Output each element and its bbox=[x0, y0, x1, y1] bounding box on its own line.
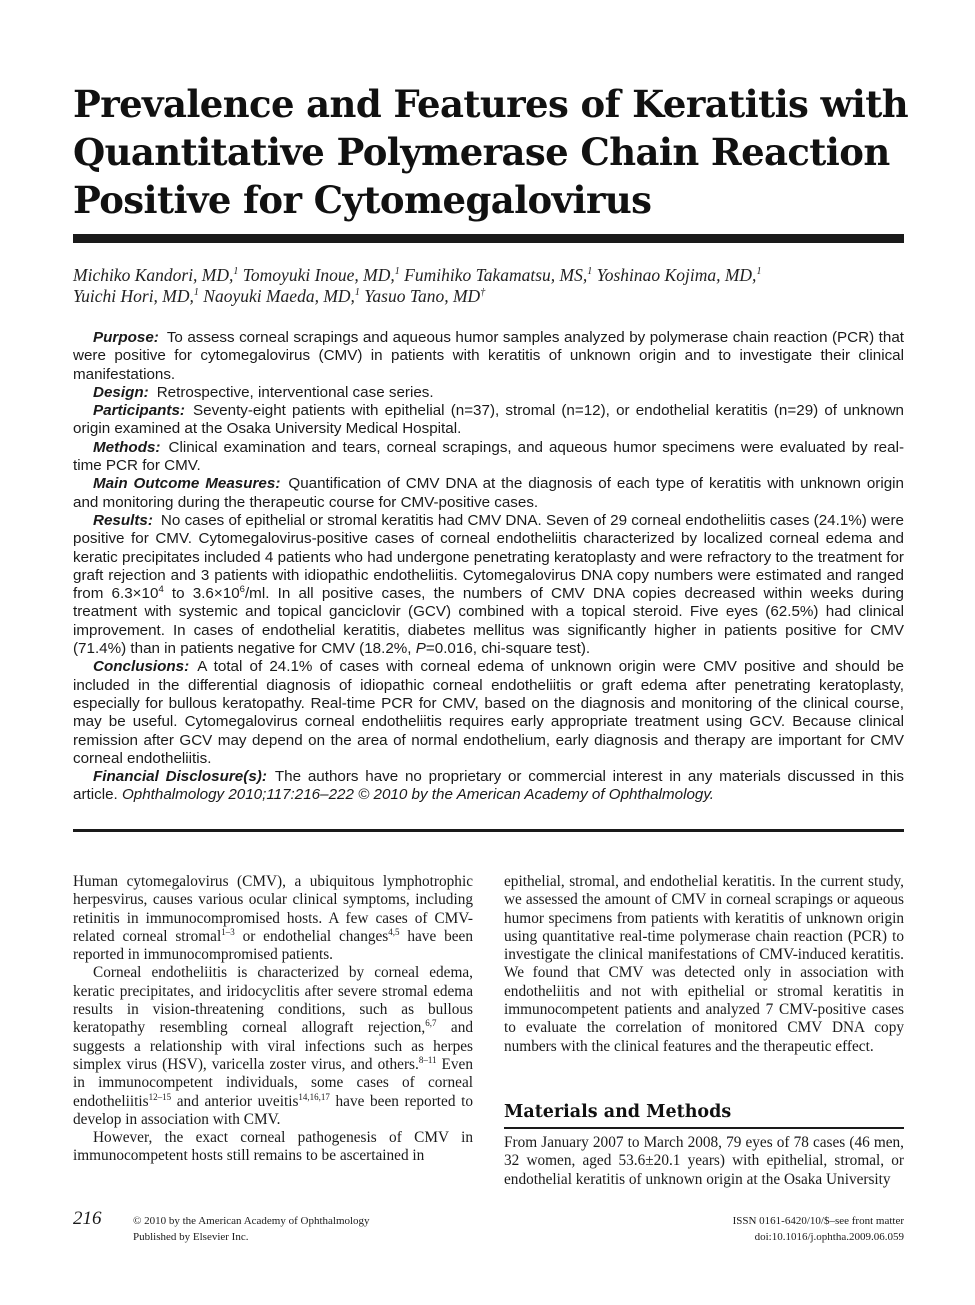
body-text: and anterior uveitis bbox=[171, 1092, 299, 1110]
title-divider bbox=[73, 234, 904, 243]
abstract-text: A total of 24.1% of cases with corneal edema of unknown origin were CMV positive and should be included in the differential diagnosis of idiopathic corneal endotheliitis or graft edema after penetrating keratoplasty, especially for bullous keratopathy. Real-time PCR for CMV, based on the diagnosis and monitoring of the clinical course, may be useful. Cytomegalovirus corneal endotheliitis requires early appropriate treatment using GCV. Because clinical remission after GCV may depend on the area of normal endothelium, early diagnosis and therapy are important for CMV corneal endotheliitis. bbox=[73, 658, 904, 767]
affiliation-mark: 1 bbox=[193, 287, 199, 299]
page-number: 216 bbox=[73, 1208, 102, 1229]
body-text: or endothelial changes bbox=[234, 927, 389, 945]
author-name: Yoshinao Kojima, MD, bbox=[596, 265, 757, 285]
copyright-line: © 2010 by the American Academy of Ophthalmology bbox=[133, 1215, 370, 1227]
abstract-label: Participants: bbox=[93, 402, 185, 420]
abstract-purpose bbox=[73, 329, 904, 384]
issn-line: ISSN 0161-6420/10/$–see front matter bbox=[732, 1215, 904, 1227]
abstract bbox=[73, 329, 904, 805]
abstract-label: Design: bbox=[93, 383, 149, 401]
footer-identifiers bbox=[733, 1213, 904, 1245]
article-title: Prevalence and Features of Keratitis with Quantitative Polymerase Chain Reaction Positive for Cytomegalovirus bbox=[73, 82, 909, 222]
body-text: and suggests a relationship with viral infections such as herpes simplex virus (HSV), varicella zoster virus, and others. bbox=[73, 1019, 473, 1073]
author-name: Naoyuki Maeda, MD, bbox=[203, 286, 355, 306]
body-text: Corneal endotheliitis is characterized by corneal edema, keratic precipitates, and iridocyclitis after severe stromal edema results in vision-threatening conditions, such as bullous keratopathy resembling corneal allograft rejection, bbox=[73, 964, 473, 1037]
body-paragraph bbox=[73, 873, 473, 964]
affiliation-mark: 1 bbox=[587, 266, 593, 278]
abstract-label: Main Outcome Measures: bbox=[93, 475, 281, 493]
body-column-right bbox=[504, 873, 904, 1056]
abstract-disclosure bbox=[73, 768, 904, 805]
body-text: have been reported in immunocompromised patients. bbox=[73, 927, 473, 964]
author-name: Tomoyuki Inoue, MD, bbox=[242, 265, 395, 285]
author-name: Yuichi Hori, MD, bbox=[73, 286, 194, 306]
abstract-label: Results: bbox=[93, 511, 153, 529]
abstract-label: Financial Disclosure(s): bbox=[93, 768, 267, 786]
affiliation-mark: 1 bbox=[233, 266, 239, 278]
journal-citation: Ophthalmology 2010;117:216–222 © 2010 by the American Academy of Ophthalmology. bbox=[121, 786, 715, 804]
abstract-text: =0.016, chi-square test). bbox=[425, 640, 591, 658]
abstract-text: Quantification of CMV DNA at the diagnosis of each type of keratitis with unknown origin and monitoring during the therapeutic course for CMV-positive cases. bbox=[73, 475, 904, 511]
citation-ref[interactable]: 12–15 bbox=[148, 1091, 172, 1102]
abstract-label: Methods: bbox=[93, 438, 161, 456]
body-paragraph: However, the exact corneal pathogenesis of CMV in immunocompetent hosts still remains to be ascertained in bbox=[73, 1129, 473, 1165]
abstract-participants bbox=[73, 402, 904, 439]
author-name: Yasuo Tano, MD bbox=[364, 286, 481, 306]
abstract-text: To assess corneal scrapings and aqueous humor samples analyzed by polymerase chain reaction (PCR) that were positive for cytomegalovirus (CMV) in patients with keratitis of unknown origin and to investigate their clinical manifestations. bbox=[73, 329, 904, 383]
body-paragraph: epithelial, stromal, and endothelial keratitis. In the current study, we assessed the amount of CMV in corneal scrapings or aqueous humor specimens from patients with keratitis of unknown origin using quantitative real-time polymerase chain reaction (PCR) to investigate the clinical manifestations of CMV-induced keratitis. We found that CMV was detected only in association with endotheliitis and not with epithelial or stromal keratitis in immunocompetent patients and analyzed 7 CMV-positive cases to evaluate the correlation of monitored CMV DNA copy numbers with the clinical features and the therapeutic effect. bbox=[504, 873, 904, 1055]
abstract-text: /ml. In all positive cases, the numbers of CMV DNA copies decreased within weeks during treatment with systemic and topical ganciclovir (GCV) combined with a topical steroid. Five eyes (62.5%) had clinical improvement. In cases of endothelial keratitis, diabetes mellitus was significantly higher in patients positive for CMV (71.4%) than in patients negative for CMV (18.2%, bbox=[73, 585, 904, 658]
body-paragraph: From January 2007 to March 2008, 79 eyes of 78 cases (46 men, 32 women, aged 53.6±20.1 years) with epithelial, stromal, or endothelial keratitis of unknown origin at the Osaka University bbox=[504, 1134, 904, 1188]
citation-ref[interactable]: 4,5 bbox=[388, 926, 400, 937]
affiliation-mark: † bbox=[480, 287, 486, 299]
abstract-text: Clinical examination and tears, corneal scrapings, and aqueous humor specimens were evaluated by real-time PCR for CMV. bbox=[73, 438, 904, 475]
abstract-design bbox=[73, 384, 904, 402]
abstract-text: Retrospective, interventional case series. bbox=[156, 383, 434, 401]
affiliation-mark: 1 bbox=[354, 287, 360, 299]
abstract-main-outcome bbox=[73, 475, 904, 512]
abstract-label: Conclusions: bbox=[93, 658, 190, 676]
affiliation-mark: 1 bbox=[756, 266, 762, 278]
citation-ref[interactable]: 1–3 bbox=[221, 926, 235, 937]
body-column-left bbox=[73, 873, 473, 1166]
abstract-conclusions bbox=[73, 658, 904, 768]
doi-line: doi:10.1016/j.ophtha.2009.06.059 bbox=[754, 1231, 904, 1243]
abstract-results bbox=[73, 512, 904, 658]
section-heading: Materials and Methods bbox=[504, 1102, 732, 1122]
abstract-label: Purpose: bbox=[93, 329, 159, 346]
publisher-line: Published by Elsevier Inc. bbox=[133, 1231, 249, 1243]
body-text: Even in immunocompetent individuals, some cases of corneal endotheliitis bbox=[73, 1055, 473, 1110]
abstract-text: Seventy-eight patients with epithelial (n=37), stromal (n=12), or endothelial keratitis (n=29) of unknown origin examined at the Osaka University Medical Hospital. bbox=[73, 402, 904, 438]
body-column-right-lower bbox=[504, 1134, 904, 1189]
footer-copyright bbox=[133, 1213, 370, 1245]
abstract-text: No cases of epithelial or stromal keratitis had CMV DNA. Seven of 29 corneal endotheliitis cases (24.1%) were positive for CMV. Cytomegalovirus-positive cases of corneal endotheliitis characterized by localized corneal edema and keratic precipitates included 4 patients who had undergone penetrating keratoplasty and were refractory to the treatment for graft rejection and 3 patients with idiopathic endotheliitis. Cytomegalovirus DNA copy numbers were estimated and ranged from 6.3×10 bbox=[73, 511, 904, 603]
p-value-label: P bbox=[415, 640, 426, 658]
author-name: Fumihiko Takamatsu, MS, bbox=[404, 265, 588, 285]
body-text: have been reported to develop in association with CMV. bbox=[73, 1092, 473, 1128]
citation-ref[interactable]: 6,7 bbox=[425, 1018, 437, 1029]
exponent: 4 bbox=[158, 584, 164, 596]
abstract-methods bbox=[73, 439, 904, 476]
abstract-text: The authors have no proprietary or commercial interest in any materials discussed in this article. bbox=[73, 768, 904, 804]
abstract-text: to 3.6×10 bbox=[163, 585, 240, 603]
abstract-divider bbox=[73, 829, 904, 832]
affiliation-mark: 1 bbox=[394, 266, 400, 278]
author-list bbox=[73, 265, 904, 307]
citation-ref[interactable]: 8–11 bbox=[418, 1054, 437, 1065]
author-name: Michiko Kandori, MD, bbox=[73, 265, 234, 285]
exponent: 6 bbox=[239, 584, 245, 596]
body-text: Human cytomegalovirus (CMV), a ubiquitous lymphotrophic herpesvirus, causes various ocular clinical symptoms, including retinitis in immunocompromised hosts. A few cases of CMV-related corneal stromal bbox=[73, 873, 473, 945]
body-paragraph bbox=[73, 964, 473, 1129]
citation-ref[interactable]: 14,16,17 bbox=[298, 1091, 330, 1102]
section-divider bbox=[504, 1127, 904, 1129]
